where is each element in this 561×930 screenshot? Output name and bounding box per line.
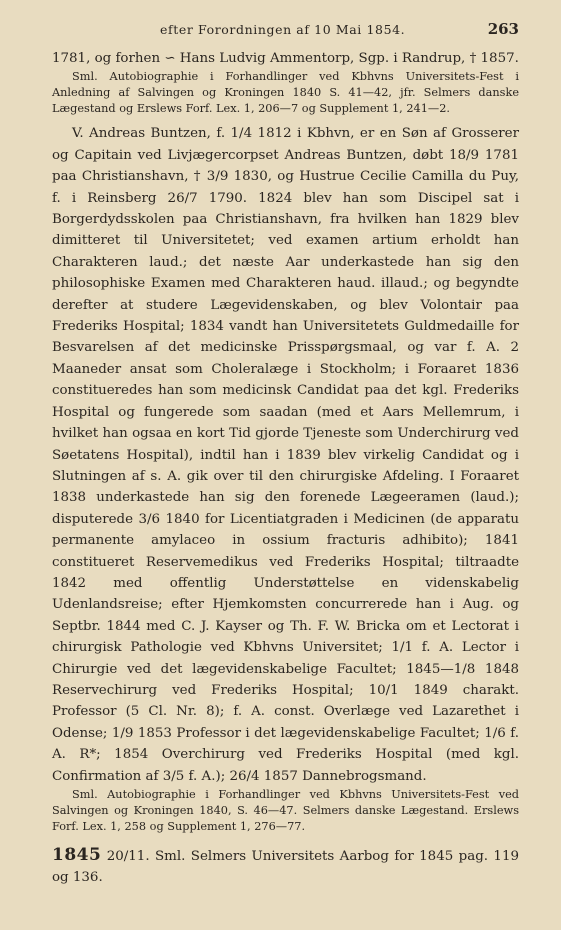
page-number: 263 bbox=[487, 20, 519, 38]
running-head bbox=[52, 22, 519, 48]
source-note: Sml. Autobiographie i Forhandlinger ved Kbhvns Universitets-Fest ved Salvingen og Kroningen 1840, S. 46—47. Selmers danske Lægestand. Erslews Forf. Lex. 1, 258 og Supplement 1, 276—77. bbox=[52, 788, 519, 833]
source-note: Sml. Autobiographie i Forhandlinger ved Kbhvns Universitets-Fest i Anledning af Salvingen og Kroningen 1840 S. 41—42, jfr. Selmers danske Lægestand og Erslews Forf. Lex. 1, 206—7 og Supplement 1, 241—2. bbox=[52, 70, 519, 116]
entry-year: 1845 bbox=[52, 845, 102, 865]
running-head-title: efter Forordningen af 10 Mai 1854. bbox=[160, 22, 406, 37]
entry-text: Sml. Selmers Universitets Aarbog for 1845 pag. 119 og 136. bbox=[52, 849, 519, 886]
entry-continuation: 1781, og forhen ∽ Hans Ludvig Ammentorp, Sgp. i Randrup, † 1857. bbox=[52, 51, 519, 66]
biography-entry: V. Andreas Buntzen, f. 1/4 1812 i Kbhvn, er en Søn af Grosserer og Capitain ved Livjægercorpset Andreas Buntzen, døbt 18/9 1781 paa Christianshavn, † 3/9 1830, og Hustrue Cecilie Camilla du Puy, f. i Reinsberg 26/7 1790. 1824 blev han som Discipel sat i Borgerdydsskolen paa Christianshavn, fra hvilken han 1829 blev dimitteret til Universitetet; ved examen artium erholdt han Charakteren laud.; det næste Aar underkastede han sig den philosophiske Examen med Charakteren haud. illaud.; og begyndte derefter at studere Lægevidenskaben, og blev Volontair paa Frederiks Hospital; 1834 vandt han Universitetets Guldmedaille for Besvarelsen af det medicinske Prisspørgsmaal, og var f. A. 2 Maaneder ansat som Choleralæge i Stockholm; i Foraaret 1836 constitueredes han som medicinsk Candidat paa det kgl. Frederiks Hospital og fungerede som saadan (med et Aars Mellemrum, i hvilket han ogsaa en kort Tid gjorde Tjeneste som Underchirurg ved Søetatens Hospital), indtil han i 1839 blev virkelig Candidat og i Slutningen af s. A. gik over til den chirurgiske Afdeling. I Foraaret 1838 underkastede han sig den forenede Lægeeramen (laud.); disputerede 3/6 1840 for Licentiatgraden i Medicinen (de apparatu permanente amylaceo in ossium fracturis adhibito); 1841 constitueret Reservemedikus ved Frederiks Hospital; tiltraadte 1842 med offentlig Understøttelse en videnskabelig Udenlandsreise; efter Hjemkomsten concurrerede han i Aug. og Septbr. 1844 med C. J. Kayser og Th. F. W. Bricka om et Lectorat i chirurgisk Pathologie ved Kbhvns Universitet; 1/1 f. A. Lector i Chirurgie ved det lægevidenskabelige Facultet; 1845—1/8 1848 Reservechirurg ved Frederiks Hospital; 10/1 1849 charakt. Professor (5 Cl. Nr. 8); f. A. const. Overlæge ved Lazarethet i Odense; 1/9 1853 Professor i det lægevidenskabelige Facultet; 1/6 f. A. R*; 1854 Overchirurg ved Frederiks Hospital (med kgl. Confirmation af 3/5 f. A.); 26/4 1857 Dannebrogsmand. bbox=[52, 126, 519, 784]
entry-date: 20/11. bbox=[106, 849, 150, 864]
year-entry bbox=[52, 845, 519, 889]
